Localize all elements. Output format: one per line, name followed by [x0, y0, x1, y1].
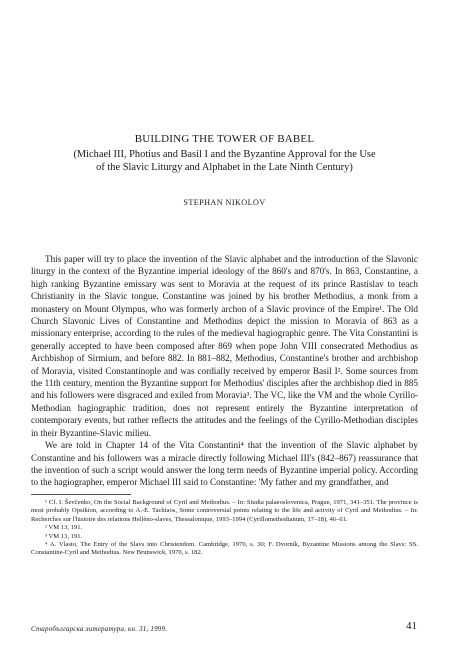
page-number: 41 — [406, 620, 417, 632]
journal-citation: Старобългарска литература, кн. 31, 1999. — [31, 625, 168, 633]
body-text — [31, 253, 418, 489]
footnotes — [31, 499, 418, 558]
footnote-4: ⁴ A. Vlasto, The Entry of the Slavs into Christendom. Cambridge, 1970, s. 30; F. Dvorník, Byzantine Missions among the Slavs: SS. Constantine-Cyril and Methodius. New Brunswick, 1970, s. 182. — [31, 541, 418, 557]
subtitle-line-2: of the Slavic Liturgy and Alphabet in the Late Ninth Century) — [96, 162, 353, 173]
footnote-1: ¹ Cf. I. Ševčenko, On the Social Background of Cyril and Methodius. – In: Studia palaeoslovenica, Prague, 1971, 341–351. The province is most probably Opsikion, according to A.-E. Tachiaos, Some controversial points relating to the life and activity of Cyril and Methodius. – In: Recherches sur l'histoire des relations Hellèno-slaves, Thessalonique, 1993–1994 (Cyrillomethodianum, 17–18), 46–61. — [31, 499, 418, 523]
footnote-separator — [31, 494, 131, 495]
article-title: BUILDING THE TOWER OF BABEL — [134, 133, 315, 145]
subtitle-line-1: (Michael III, Photius and Basil I and the Byzantine Approval for the Use — [73, 149, 376, 160]
body-paragraph-1: This paper will try to place the invention of the Slavic alphabet and the introduction of the Slavonic liturgy in the context of the Byzantine imperial ideology of the 860's and 870's. In 863, Constantine, a high ranking Byzantine emissary was sent to Moravia at the request of its prince Rastislav to teach Christianity in the Slavic tongue. Constantine was joined by his brother Methodius, a monk from a monastery on Mount Olympus, who was formerly archon of a Slavic province of the Empire¹. The Old Church Slavonic Lives of Constantine and Methodius depict the mission to Moravia of 863 as a missionary enterprise, according to the rules of the medieval hagiographic genre. The Vita Constantini is generally accepted to have been composed after 869 when pope John VIII consecrated Methodius as Archbishop of Sirmium, and before 882. In 881–882, Methodius, Constantine's brother and archbishop of Moravia, visited Constantinople and was cordially received by emperor Basil I². Some sources from the 11th century, mention the Byzantine support for Methodius' disciples after the archbishop died in 885 and his followers were disgraced and exiled from Moravia³. The VC, like the VM and the whole Cyrillo-Methodian hagiographic tradition, does not represent entirely the Byzantine interpretation of contemporary events, but rather reflects the attitudes and the feelings of the Cyrillo-Methodian disciples in their Byzantine-Slavic milieu. — [31, 254, 418, 438]
body-paragraph-2: We are told in Chapter 14 of the Vita Constantini⁴ that the invention of the Slavic alphabet by Constantine and his followers was a miracle directly following Michael III's (842–867) reassurance that the invention of such a script would answer the long term needs of Byzantine imperial policy. According to the hagiographer, emperor Michael III said to Constantine: 'My father and my grandfather, and — [31, 440, 418, 488]
author-name: STEPHAN NIKOLOV — [183, 198, 266, 207]
footnote-2: ² VM 13, 191. — [45, 524, 83, 532]
article-subtitle — [24, 148, 425, 174]
footnote-3: ³ VM 13, 191. — [45, 532, 83, 540]
